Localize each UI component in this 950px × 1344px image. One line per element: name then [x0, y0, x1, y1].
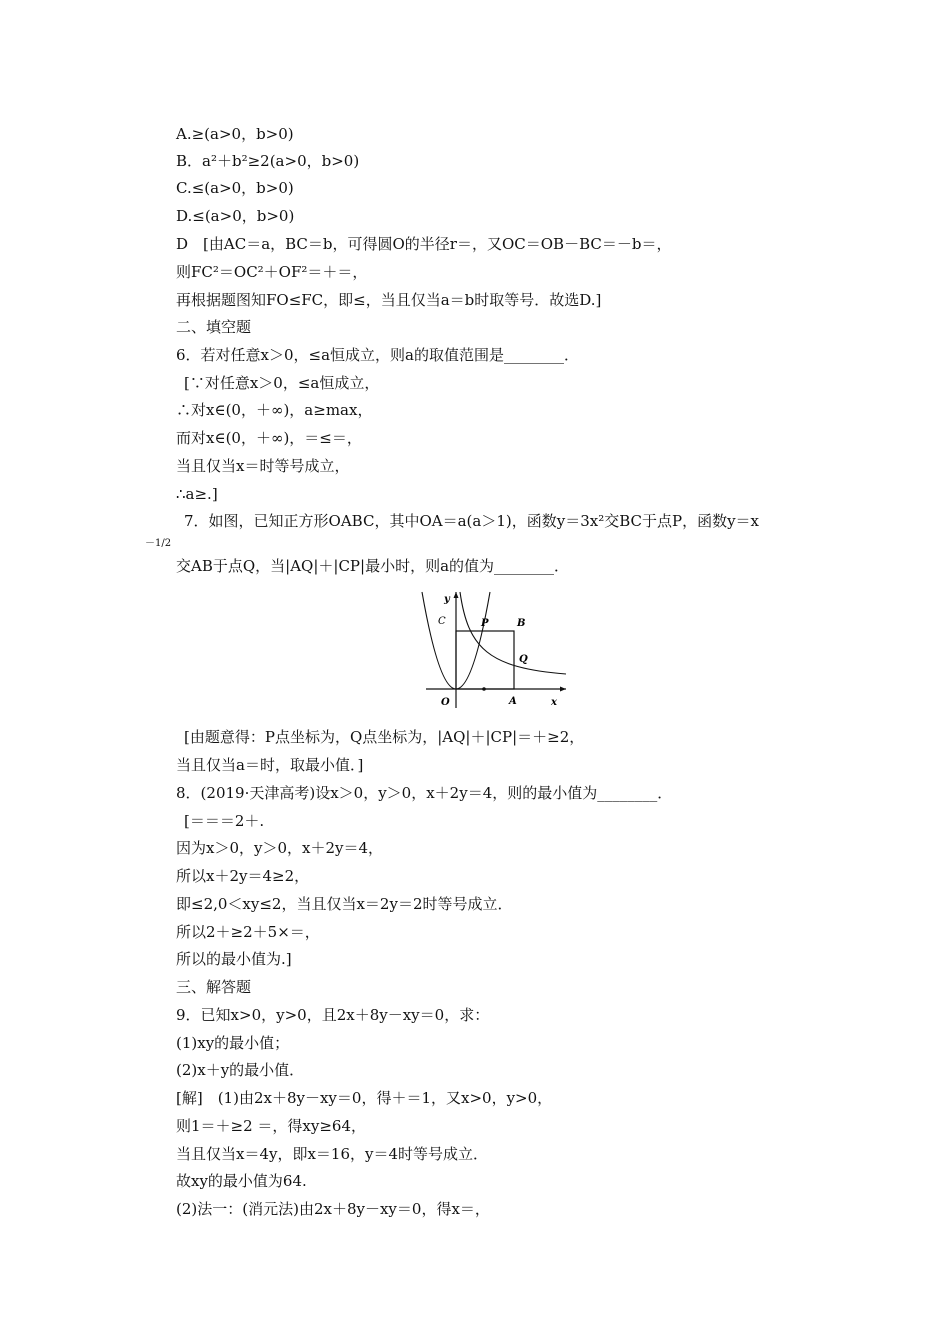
option-a: A.≥(a>0，b>0) [176, 125, 294, 143]
solution-6-line: 而对x∈(0，＋∞)，＝≤＝， [176, 429, 362, 447]
label-c: C [438, 616, 446, 627]
question-8: 8．(2019·天津高考)设x＞0，y＞0，x＋2y＝4，则的最小值为________． [176, 784, 673, 802]
y-axis-arrow [454, 592, 459, 598]
solution-9-line: 当且仅当x＝4y，即x＝16，y＝4时等号成立． [176, 1145, 489, 1163]
question-9-part-2: (2)x＋y的最小值． [176, 1061, 305, 1079]
label-p: P [481, 618, 489, 629]
explanation-line: 则FC²＝OC²＋OF²＝＋＝， [176, 263, 368, 281]
option-b: B．a²＋b²≥2(a>0，b>0) [176, 152, 360, 170]
solution-9-line: 故xy的最小值为64. [176, 1172, 307, 1190]
answer-d-explanation: D [由AC＝a，BC＝b，可得圆O的半径r＝，又OC＝OB－BC＝－b＝， [176, 235, 672, 253]
question-7-cont: 交AB于点Q，当|AQ|＋|CP|最小时，则a的值为________． [176, 557, 570, 575]
section-heading-answer: 三、解答题 [176, 978, 252, 996]
option-c: C.≤(a>0，b>0) [176, 179, 294, 197]
solution-8-line: 因为x＞0，y＞0，x＋2y＝4， [176, 839, 384, 857]
axis-dot [482, 687, 486, 691]
label-q: Q [519, 654, 528, 665]
question-9: 9．已知x>0，y>0，且2x＋8y－xy＝0，求： [176, 1006, 490, 1024]
solution-8-line: 所以2＋≥2＋5×＝， [176, 923, 320, 941]
solution-8-line: [＝＝＝2＋. [184, 812, 265, 830]
label-a: A [509, 696, 517, 707]
solution-8-line: 即≤2,0＜xy≤2，当且仅当x＝2y＝2时等号成立． [176, 895, 513, 913]
label-y: y [444, 594, 450, 605]
solution-9-line: [解] (1)由2x＋8y－xy＝0，得＋＝1，又x>0，y>0， [176, 1089, 553, 1107]
question-6: 6．若对任意x＞0，≤a恒成立，则a的取值范围是________． [176, 346, 580, 364]
x-axis-arrow [560, 687, 566, 692]
solution-6-line: ∴a≥.] [176, 485, 218, 503]
solution-8-line: 所以x＋2y＝4≥2， [176, 867, 310, 885]
explanation-line: 再根据题图知FO≤FC，即≤，当且仅当a＝b时取等号．故选D.] [176, 291, 602, 309]
question-7: 7．如图，已知正方形OABC，其中OA＝a(a＞1)，函数y＝3x²交BC于点P，函数y＝x [184, 512, 760, 530]
option-d: D.≤(a>0，b>0) [176, 207, 295, 225]
solution-6-line: 当且仅当x＝时等号成立， [176, 457, 350, 475]
label-x: x [551, 697, 557, 708]
square-function-figure [420, 588, 570, 712]
solution-8-line: 所以的最小值为.] [176, 950, 292, 968]
solution-7-line: [由题意得：P点坐标为，Q点坐标为，|AQ|＋|CP|＝＋≥2， [184, 728, 585, 746]
solution-6-line: ∴对x∈(0，＋∞)，a≥max， [176, 401, 373, 419]
power-curve [460, 592, 566, 674]
question-9-part-1: (1)xy的最小值； [176, 1034, 290, 1052]
exponent-neg-half: －1/2 [145, 538, 172, 549]
solution-9-line: (2)法一：(消元法)由2x＋8y－xy＝0，得x＝， [176, 1200, 490, 1218]
section-heading-fill-in: 二、填空题 [176, 318, 252, 336]
square-oabc [456, 631, 514, 689]
solution-7-line: 当且仅当a＝时，取最小值．] [176, 756, 364, 774]
label-b: B [517, 618, 526, 629]
solution-9-line: 则1＝＋≥2 ＝，得xy≥64， [176, 1117, 367, 1135]
label-o: O [441, 697, 450, 708]
solution-6-line: [∵对任意x＞0，≤a恒成立， [184, 374, 380, 392]
